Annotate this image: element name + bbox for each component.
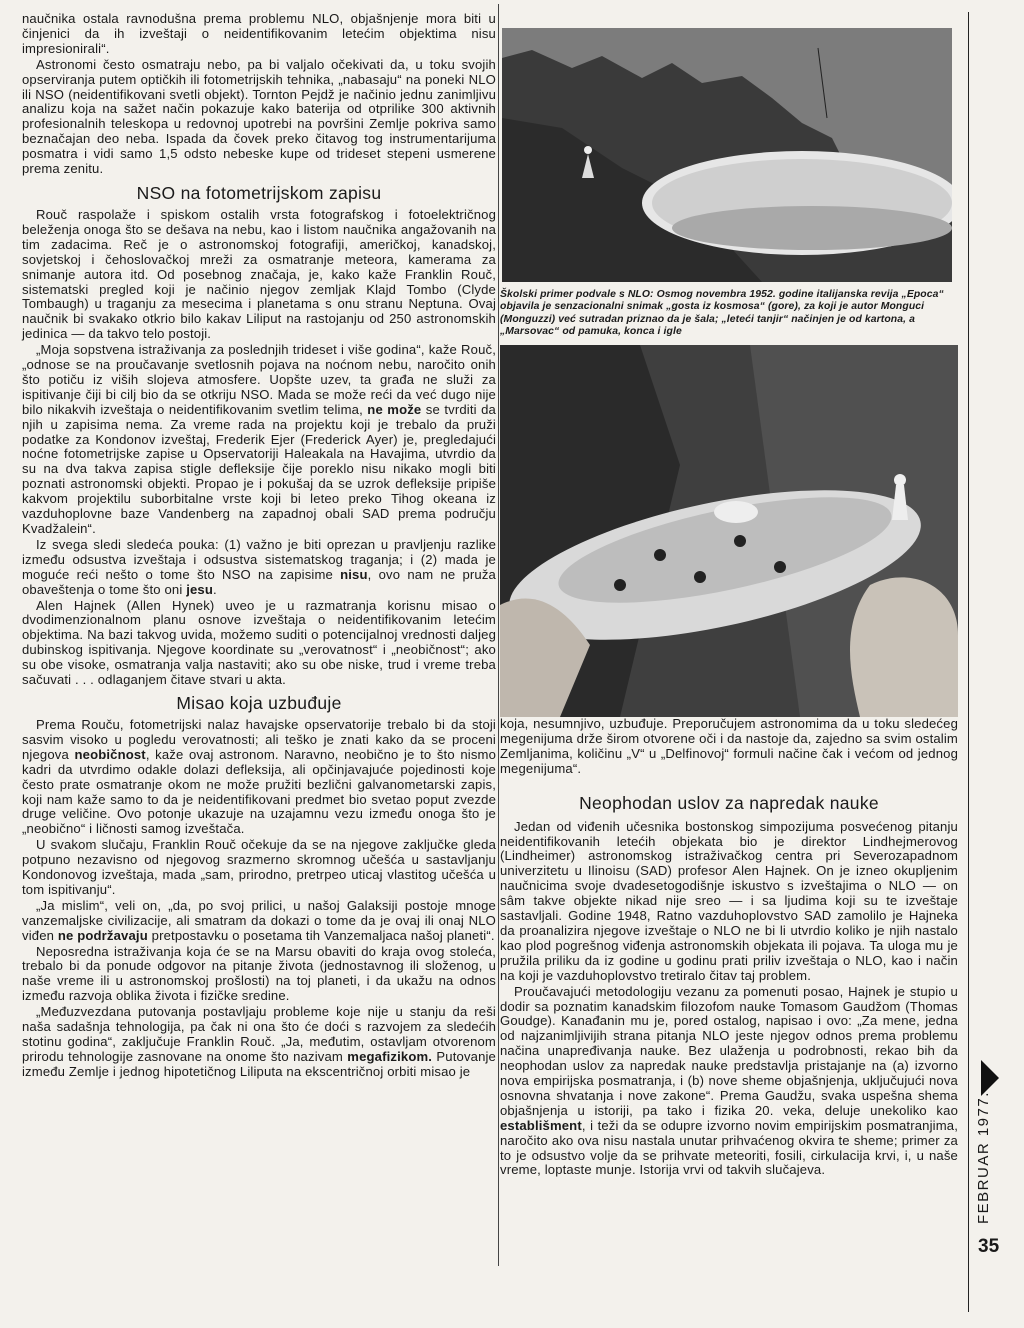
right-column: [500, 717, 958, 1179]
left-column: [22, 12, 496, 1081]
section-2-paragraph-1: Prema Rouču, fotometrijski nalaz havajske opservatorije trebalo bi da stoji sasvim visoko u pogledu verovatnosti; ali teško je znati kako da se proceni njegova neobičnost, kaže ovaj astronom. Naravno, neobično je to što nismo kadri da utvrdimo odakle dolazi defleksija, ali opčinjavajuće pojedinosti koje često prate osmatranje okom ne može pružiti bezlični galvanometarski zapis, koji nam kaže samo to da je neidentifikovani predmet bio svetao poput zvezde druge veličine. Ovo potonje ukazuje na uzajamnu vezu između onoga što je „neobično“ i ličnosti samog izveštača.: [22, 716, 496, 837]
continuation-paragraph: koja, nesumnjivo, uzbuđuje. Preporučujem astronomima da u toku sledećeg megenijuma drže širom otvorene oči i da nastoje da, zajedno sa svim ostalim Zemljanima, količinu „V“ u „Delfinovoj“ formuli načine čak i većom od jednog megenijuma“.: [500, 716, 958, 776]
section-2-paragraph-5: „Međuzvezdana putovanja postavljaju probleme koje nije u stanju da reši naša sadašnja tehnologija, pa čak ni ona što će doći s razvojem za sledećih stotinu godina“, zaključuje Franklin Rouč. „Ja, međutim, ostavljam otvorenom prirodu tehnologije zasnovane na onome što nazivam megafizikom. Putovanje između Zemlje i jednog hipotetičnog Liliputa na ekscentričnoj orbiti misao je: [22, 1004, 496, 1079]
right-paragraph-1: Jedan od viđenih učesnika bostonskog simpozijuma posvećenog pitanju neidentifikovanih letećih objekata bio je direktor Lindhejmerovog (Lindheimer) astronomskog istraživačkog centra pri Severozapadnom univerzitetu u Ilinoisu (SAD) profesor Alen Hajnek. On je izneo okupljenim naučnicima svoje dvadesetogodišnje iskustvo s izveštajima o NLO — on sâm takve objekte nikad nije sreo — i sa ljudima koji su te izveštaje sastavljali. Godine 1948, Ratno vazduhoplovstvo SAD zamolilo je Hajneka da proanalizira njegove izveštaje o NLO ne bi li utvrdio koliko je njih nastalo kao plod pogrešnog viđenja astronomskih objekata ili pojava. Ta uloga mu je pružila priliku da iz godine u godinu prati priliv izveštaja o NLO, kao i način na koji je vazduhoplovstvo tretiralo čitav taj problem.: [500, 818, 958, 983]
intro-paragraph-2: Astronomi često osmatraju nebo, pa bi valjalo očekivati da, u toku svojih opserviranja putem optičkih ili fotometrijskih tehnika, „nabasaju“ na poneki NLO ili NSO (neidentifikovani svetli objekt). Tornton Pejdž je načinio jednu zanimljivu analizu koja na sažet način pokazuje kako baterija od otprilike 300 aktivnih profesionalnih teleskopa u redovnoj upotrebi na površini Zemlje pokriva samo beznačajan deo neba. Ispada da čovek preko čitavog tog instrumentarijuma posmatra i vidi samo 1,5 odsto nebeske kupe od trideset stepeni usmerene prema zenitu.: [22, 56, 496, 177]
photo-caption: Školski primer podvale s NLO: Osmog novembra 1952. godine italijanska revija „Epoca“ objavila je senzacionalni snimak „gosta iz kosmosa“ (gore), za koji je autor Monguci (Monguzzi) već sutradan priznao da je šala; „leteći tanjir“ načinjen je od kartona, a „Marsovac“ od pamuka, konca i igle: [500, 289, 944, 338]
section-heading-neophodan: Neophodan uslov za napredak nauke: [579, 792, 879, 813]
section-heading-misao: Misao koja uzbuđuje: [176, 692, 342, 713]
section-1-paragraph-3: Iz svega sledi sledeća pouka: (1) važno je biti oprezan u pravljenju razlike između odsustva izveštaja i odsustva sistematskog traganja; i (2) mada je moguće reći nešto o tome što NSO na zapisime nisu, ovo nam ne pruža obaveštenja o tome što oni jesu.: [22, 536, 496, 597]
ufo-hoax-photo-top: [502, 28, 952, 282]
issue-date: FEBRUAR 1977.: [975, 1091, 992, 1224]
section-1-paragraph-4: Alen Hajnek (Allen Hynek) uveo je u razmatranja korisnu misao o dvodimenzionalnom planu osnove izveštaja o neidentifikovanim letećim objektima. Na bazi takvog uvida, možemo suditi o potencijalnoj vrednosti daljeg dubinskog ispitivanja. Njegove koordinate su „verovatnost“ i „neobičnost“; ako su obe visoke, osmatranja valja nastaviti; ako su obe niske, trud i vreme treba sačuvati . . . odlaganjem čitave stvari u akta.: [22, 597, 496, 688]
intro-paragraph-1: naučnika ostala ravnodušna prema problemu NLO, objašnjenje mora biti u činjenici da ih izveštaji o neidentifikovanim letećim objektima nisu impresionirali“.: [22, 11, 496, 56]
section-2-paragraph-4: Neposredna istraživanja koja će se na Marsu obaviti do kraja ovog stoleća, trebalo bi da ponude odgovor na pitanje života (jednostavnog ili složenog, u naše vreme ili u astronomskoj prošlosti) na toj planeti, i da ukažu na odnos između razvoja oblika života i fizičke sredine.: [22, 943, 496, 1004]
section-1-paragraph-1: Rouč raspolaže i spiskom ostalih vrsta fotografskog i fotoelektričnog beleženja onoga što se dešava na nebu, kao i listom naučnika angažovanih na tim zadacima. Reč je o astronomskoj fotografiji, američkoj, kanadskoj, sovjetskoj i čehoslovačkoj mreži za osmatranje meteora, kamerama za snimanje autora itd. Od posebnog značaja, je, kako kaže Franklin Rouč, sistematski pregled koji je načinio njegov zemljak Klajd Tombo (Clyde Tombaugh) u traganju za mesecima i planetama s onu stranu Neptuna. Ovaj naučnik bi svakako otkrio bilo kakav Liliput na rastojanju od 250 astronomskih jedinica — da takvo telo postoji.: [22, 206, 496, 342]
section-2-paragraph-3: „Ja mislim“, veli on, „da, po svoj prilici, u našoj Galaksiji postoje mnoge vanzemaljske civilizacije, ali smatram da dokazi o tome da je ovaj ili onaj NLO viđen ne podržavaju pretpostavku o posetama tih Vanzemaljaca našoj planeti“.: [22, 897, 496, 943]
margin-rule: [968, 12, 969, 1312]
page-number: 35: [978, 1236, 1000, 1257]
section-2-paragraph-2: U svakom slučaju, Franklin Rouč očekuje da se na njegove zaključke gleda potpuno nezavisno od njegovog srazmerno skromnog učešća u sastavljanju Kondonovog izveštaja, mada „sam, prirodno, pretrpeo uticaj vlastitog učešća u tom ispitivanju“.: [22, 837, 496, 897]
ufo-hoax-photo-bottom: [500, 345, 958, 717]
right-paragraph-2: Proučavajući metodologiju vezanu za pomenuti posao, Hajnek je stupio u dodir sa poznatim kanadskim filozofom nauke Tomasom Gaudžom (Thomas Goudge). Kanađanin mu je, pored ostalog, napisao i ovo: „Za mene, jedna od najzanimljivijih strana pitanja NLO jeste njegov odnos prema problemu načina unapređivanja nauke. Bez ulaženja u podrobnosti, rekao bih da neophodan uslov za napredak nauke predstavlja pristajanje na (a) izvorno nova empirijska posmatranja, i (b) nove sheme objašnjenja, uključujući nova osnovna shvatanja i nove zakone“. Prema Gaudžu, svaka uspešna shema objašnjenja u istoriji, pa tako i fizika 20. veka, deluje unekoliko kao establišment, i teži da se odupre izvorno novim empirijskim posmatranjima, naročito ako ova nisu nastala unutar prihvaćenog okvira te sheme; primer za to je odsustvo volje da se prihvate meteoriti, fosili, cirkulacija krvi, i, u naše vreme, loptaste munje. Istorija vrvi od takvih slučajeva.: [500, 983, 958, 1178]
section-1-paragraph-2: „Moja sopstvena istraživanja za poslednjih trideset i više godina“, kaže Rouč, „odnose se na proučavanje svetlosnih pojava na noćnom nebu, naročito onih što potiču iz viših slojeva atmosfere. Uopšte uzev, ta građa ne služi za ispitivanje čiji bi cilj bio da se otkriju NSO. Mada se može reći da već dugo nije bilo nikakvih izveštaja o neidentifikovanim svetlim telima, ne može se tvrditi da njih u zapisima nema. Za vreme rada na projektu koji je trebalo da pruži podatke za Kondonov izveštaj, Frederik Ejer (Frederick Ayer) je, pregledajući noćne fotometrijske zapise u Opservatoriji Haleakala na Havajima, utvrdio da su na dva takva zapisa stigle defleksije čije poreklo nisu nikako mogli biti poznati astronomski objekti. Propao je i pokušaj da se uzrok defleksije pripiše kakvom projektilu suborbitalne vrste koji bi leteo preko Tihog okeana iz vazduhoplovne baze Vandenberg na zapadnoj obali SAD prema području Kvadžalein“.: [22, 342, 496, 536]
section-heading-nso: NSO na fotometrijskom zapisu: [136, 182, 382, 203]
column-divider: [498, 4, 499, 1266]
